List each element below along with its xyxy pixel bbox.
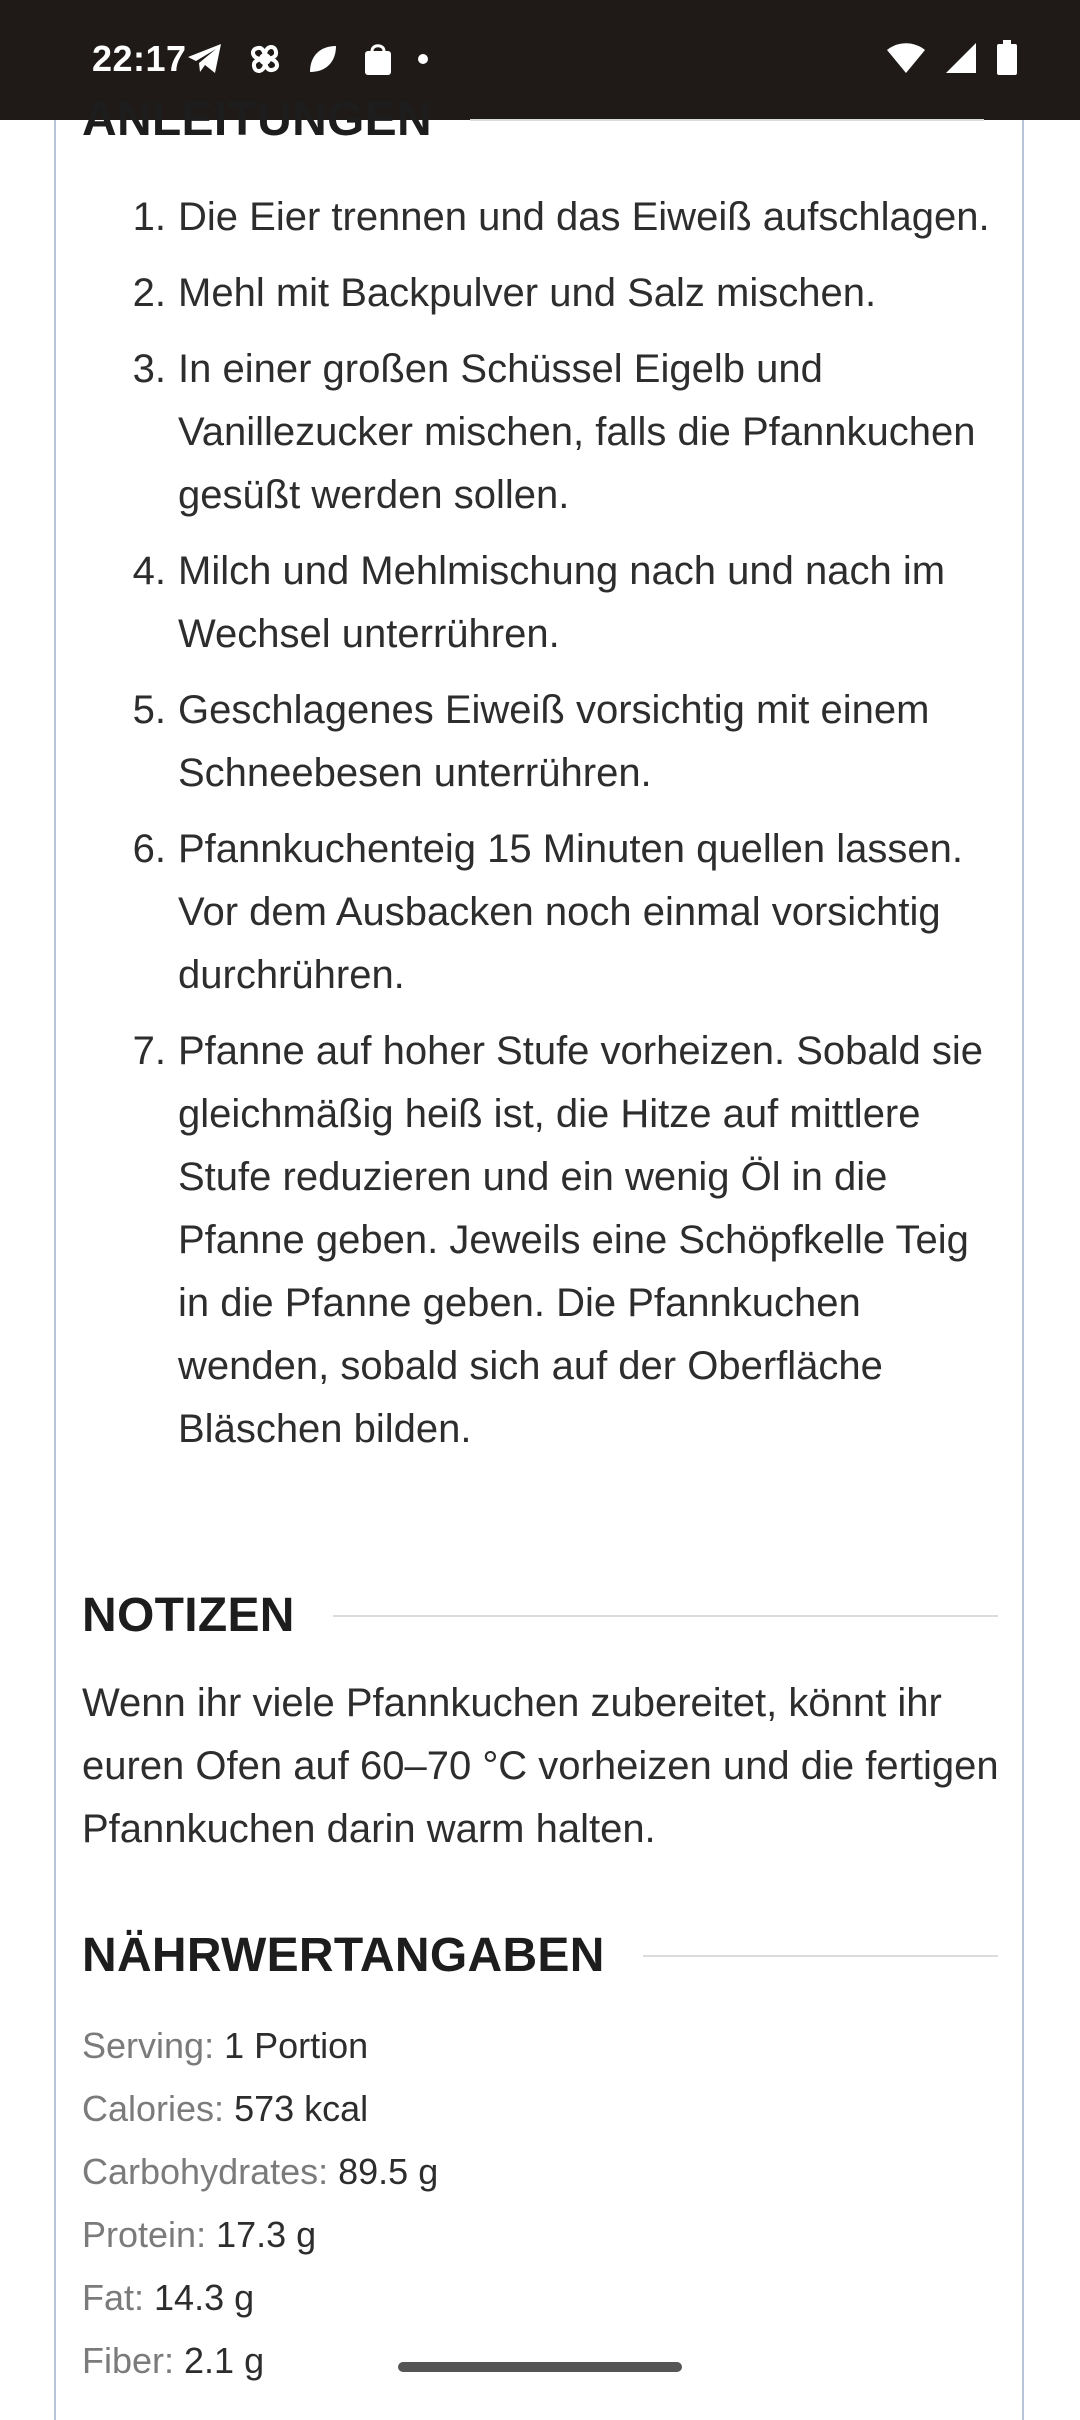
section-title-notes: NOTIZEN	[82, 1589, 295, 1642]
nutrition-list	[82, 2014, 982, 2392]
section-divider	[333, 1615, 998, 1617]
nutrition-value: 17.3 g	[216, 2214, 317, 2255]
notification-icons	[186, 40, 430, 78]
nutrition-value: 1 Portion	[224, 2025, 369, 2066]
nutrition-row-carbohydrates	[82, 2140, 982, 2203]
step-number: 7.	[132, 1029, 166, 1073]
step-number: 1.	[132, 195, 166, 239]
nutrition-value: 89.5 g	[338, 2151, 439, 2192]
instruction-step	[106, 338, 1006, 527]
section-divider	[470, 119, 984, 121]
step-number: 2.	[132, 271, 166, 315]
nutrition-header	[82, 1928, 998, 1983]
signal-icon	[944, 41, 978, 75]
nutrition-value: 14.3 g	[154, 2277, 255, 2318]
step-text: In einer großen Schüssel Eigelb und Vanillezucker mischen, falls die Pfannkuchen gesüßt werden sollen.	[178, 347, 976, 517]
nutrition-label: Carbohydrates:	[82, 2151, 339, 2192]
nutrition-label: Fiber:	[82, 2340, 185, 2381]
nutrition-row-protein	[82, 2203, 982, 2266]
instruction-step	[106, 818, 1006, 1007]
instruction-step	[106, 262, 1006, 325]
status-time: 22:17	[92, 38, 187, 79]
system-icons	[886, 40, 1018, 76]
home-gesture-bar[interactable]	[398, 2362, 682, 2372]
instructions-header	[82, 92, 984, 147]
notes-header	[82, 1588, 998, 1643]
instructions-list	[106, 186, 1006, 1474]
step-number: 3.	[132, 347, 166, 391]
instruction-step	[106, 186, 1006, 249]
step-text: Geschlagenes Eiweiß vorsichtig mit einem Schneebesen unterrühren.	[178, 688, 930, 795]
nutrition-label: Serving:	[82, 2025, 225, 2066]
shopping-bag-icon	[362, 41, 394, 77]
step-text: Die Eier trennen und das Eiweiß aufschlagen.	[178, 195, 990, 239]
step-number: 5.	[132, 688, 166, 732]
nutrition-label: Fat:	[82, 2277, 155, 2318]
wifi-icon	[886, 41, 926, 75]
nutrition-row-fiber	[82, 2329, 982, 2392]
nutrition-label: Calories:	[82, 2088, 235, 2129]
instruction-step	[106, 1020, 1006, 1461]
step-text: Pfannkuchenteig 15 Minuten quellen lassen. Vor dem Ausbacken noch einmal vorsichtig durchrühren.	[178, 827, 963, 997]
instruction-step	[106, 540, 1006, 666]
step-text: Milch und Mehlmischung nach und nach im Wechsel unterrühren.	[178, 549, 946, 656]
step-text: Mehl mit Backpulver und Salz mischen.	[178, 271, 877, 315]
step-text: Pfanne auf hoher Stufe vorheizen. Sobald sie gleichmäßig heiß ist, die Hitze auf mittlere Stufe reduzieren und ein wenig Öl in die Pfanne geben. Jeweils eine Schöpfkelle Teig in die Pfanne geben. Die Pfannkuchen wenden, sobald sich auf der Oberfläche Bläschen bilden.	[178, 1029, 983, 1451]
section-title-nutrition: NÄHRWERTANGABEN	[82, 1929, 605, 1982]
nutrition-row-calories	[82, 2077, 982, 2140]
step-number: 4.	[132, 549, 166, 593]
nutrition-label: Protein:	[82, 2214, 217, 2255]
instruction-step	[106, 679, 1006, 805]
section-title-instructions: ANLEITUNGEN	[82, 93, 432, 146]
notes-text: Wenn ihr viele Pfannkuchen zubereitet, könnt ihr euren Ofen auf 60–70 °C vorheizen und die fertigen Pfannkuchen darin warm halten.	[82, 1681, 999, 1851]
section-divider	[643, 1955, 998, 1957]
pinwheel-icon	[246, 40, 284, 78]
dot-icon	[416, 52, 430, 66]
nutrition-value: 573 kcal	[234, 2088, 369, 2129]
battery-icon	[996, 40, 1018, 76]
leaf-icon	[306, 42, 340, 76]
nutrition-row-fat	[82, 2266, 982, 2329]
nutrition-row-serving	[82, 2014, 982, 2077]
nutrition-value: 2.1 g	[184, 2340, 265, 2381]
telegram-icon	[186, 42, 224, 76]
step-number: 6.	[132, 827, 166, 871]
